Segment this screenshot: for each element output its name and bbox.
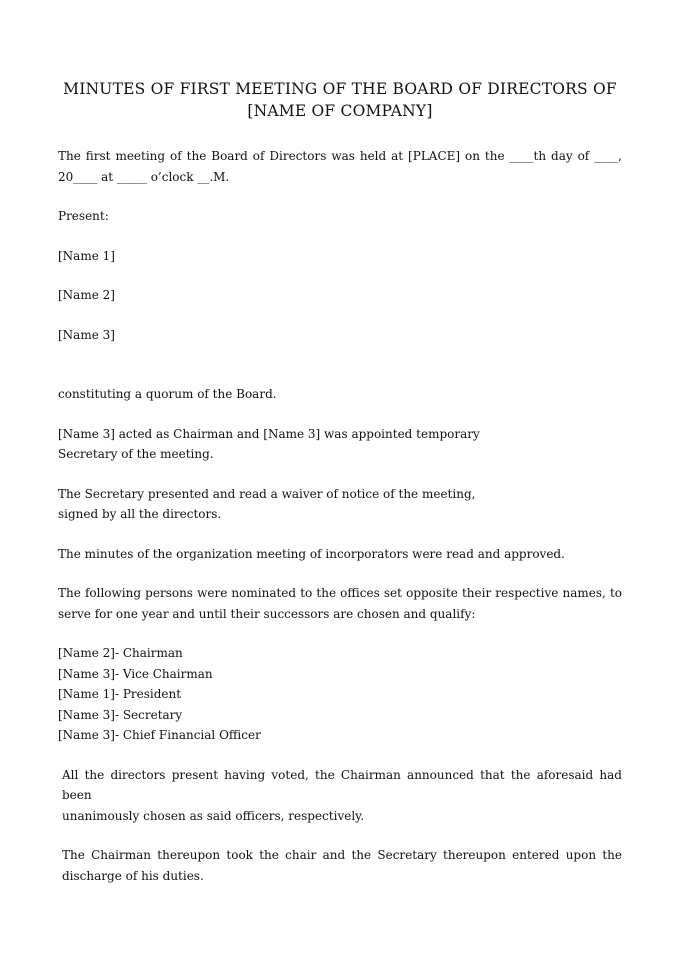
waiver-paragraph [58, 484, 622, 525]
voted-line-2: unanimously chosen as said officers, respectively. [62, 808, 365, 823]
present-name-2: [Name 2] [58, 288, 115, 302]
nominated-line-2: serve for one year and until their successors are chosen and qualify: [58, 606, 476, 621]
officer-list-item: [Name 3]- Chief Financial Officer [58, 728, 261, 742]
intro-line-1: The first meeting of the Board of Directors was held at [PLACE] on the ____th day of ____, [58, 149, 622, 163]
nominated-line-1: The following persons were nominated to the offices set opposite their respective names, to [58, 586, 622, 600]
officer-list-item: [Name 3]- Secretary [58, 707, 183, 722]
quorum-paragraph: constituting a quorum of the Board. [58, 387, 277, 401]
nominated-paragraph [58, 583, 622, 624]
chair-line-1: The Chairman thereupon took the chair and the Secretary thereupon entered upon the [62, 848, 622, 862]
voted-line-1: All the directors present having voted, the Chairman announced that the aforesaid had been [62, 767, 622, 802]
officer-list-item: [Name 1]- President [58, 687, 182, 701]
title-line-1: MINUTES OF FIRST MEETING OF THE BOARD OF DIRECTORS OF [63, 80, 617, 98]
chairman-line-1: [Name 3] acted as Chairman and [Name 3] was appointed temporary [58, 426, 480, 441]
title-line-2: [NAME OF COMPANY] [247, 102, 433, 120]
chairman-paragraph [58, 424, 622, 465]
chair-paragraph [58, 845, 622, 886]
intro-paragraph [58, 146, 622, 187]
officer-list-item: [Name 2]- Chairman [58, 646, 183, 660]
present-name-3: [Name 3] [58, 327, 115, 342]
chair-line-2: discharge of his duties. [62, 868, 204, 883]
present-label: Present: [58, 209, 109, 223]
document-title [58, 78, 622, 122]
waiver-line-2: signed by all the directors. [58, 507, 222, 521]
minutes-paragraph: The minutes of the organization meeting of incorporators were read and approved. [58, 546, 565, 561]
officer-list-item: [Name 3]- Vice Chairman [58, 666, 213, 681]
document-page [58, 78, 622, 905]
intro-line-2: 20____ at _____ o’clock __.M. [58, 169, 230, 184]
present-name-1: [Name 1] [58, 248, 115, 263]
waiver-line-1: The Secretary presented and read a waiver of notice of the meeting, [58, 486, 476, 501]
voted-paragraph [58, 765, 622, 827]
chairman-line-2: Secretary of the meeting. [58, 447, 214, 461]
officer-list [58, 643, 622, 746]
